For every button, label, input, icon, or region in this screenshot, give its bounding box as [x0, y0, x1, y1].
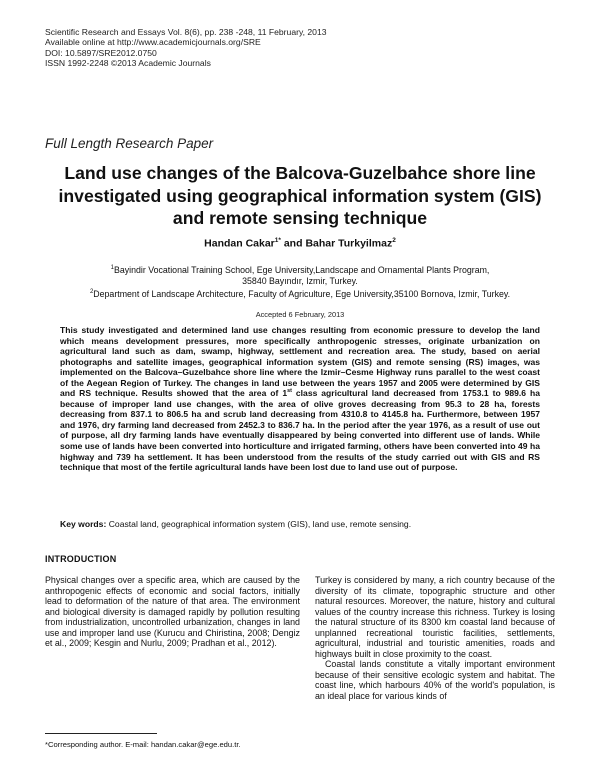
intro-paragraph-1: Physical changes over a specific area, which are caused by the anthropogenic effects of economic and social factors, initially lead to deformation of the nature of that area. The environment and biological diversity is damaged rapidly by pollution resulting from industrialization, uncontrolled urbanization, changes in land use and improper land use (Kurucu and Chiristina, 2008; Dengiz et al., 2009; Kesgin and Nurlu, 2009; Pradhan et al., 2012).: [45, 575, 300, 649]
abstract: [60, 325, 540, 473]
author-1: Handan Cakar: [204, 237, 275, 250]
journal-citation: Scientific Research and Essays Vol. 8(6), pp. 238 -248, 11 February, 2013: [45, 27, 327, 37]
affiliation-2: [45, 287, 555, 300]
abstract-part-2: class agricultural land decreased from 1753.1 to 989.6 ha because of improper land use changes, with the area of olive groves decreasing from 95.3 to 28 ha, forests decreasing from 837.1 to 806.5 ha and scrub land decreasing from 4310.8 to 4145.8 ha. Furthermore, between 1957 and 1976, dry farming land decreased from 2452.3 to 836.7 ha. In the period after the year 1976, as a result of use out of purpose, all dry farming lands have eventually disappeared by being converted into different use of lands. While some use of lands have been converted into horticulture and irrigated farming, others have been converted into 49 ha highway and 739 ha settlement. It has been understood from the results of the study carried out with GIS and RS technique that most of the fertile agricultural lands have been lost due to land use out of purpose.: [60, 388, 540, 473]
doi: DOI: 10.5897/SRE2012.0750: [45, 47, 157, 58]
keywords-label: Key words:: [60, 519, 107, 529]
affiliation-1-text: Bayindir Vocational Training School, Ege University,Landscape and Ornamental Plants Program,: [113, 264, 490, 275]
issn: ISSN 1992-2248 ©2013 Academic Journals: [45, 58, 211, 69]
corresponding-author-footnote: *Corresponding author. E-mail: handan.cakar@ege.edu.tr.: [45, 740, 241, 749]
affiliation-1-line2: 35840 Bayındır, Izmir, Turkey.: [242, 276, 358, 287]
keywords: [60, 519, 540, 529]
affiliation-2-text: Department of Landscape Architecture, Faculty of Agriculture, Ege University,35100 Bornova, Izmir, Turkey.: [93, 289, 511, 300]
footnote-divider: [45, 733, 157, 734]
journal-url: Available online at http://www.academicjournals.org/SRE: [45, 37, 261, 48]
affiliation-1-mark: 1: [110, 265, 114, 271]
authors: [45, 237, 555, 250]
affiliation-2-mark: 2: [89, 289, 94, 296]
author-2-mark: 2: [392, 237, 396, 244]
author-conjunction: and: [280, 237, 306, 250]
author-1-mark: 1*: [274, 237, 281, 244]
section-heading-introduction: INTRODUCTION: [45, 554, 117, 564]
intro-paragraph-3: Coastal lands constitute a vitally important environment because of their sensitive ecologic system and habitat. The coast line, which harbours 40% of the world's population, is an ideal place for various kinds of: [315, 659, 555, 702]
abstract-part-1: This study investigated and determined land use changes resulting from economic pressure to develop the land which means development pressures, more specifically anthropogenic stresses, originate urbanization on agricultural land such as dam, swamp, highway, settlement and recreation area. The study, based on aerial photographs and satellite images, geographical information system (GIS) and remote sensing (RS) images, was implemented on the Balcova–Guzelbahce shore line where the Izmir–Cesme Highway runs parallel to the west coast of the Aegean Region of Turkey. The changes in land use between the years 1957 and 2005 were determined by GIS and RS technique. Results showed that the area of 1: [60, 325, 540, 399]
paper-title: Land use changes of the Balcova-Guzelbahce shore line investigated using geographical information system (GIS) and remote sensing technique: [58, 163, 542, 228]
left-column: [45, 575, 300, 649]
accepted-date: Accepted 6 February, 2013: [255, 310, 345, 319]
affiliations: [45, 263, 555, 300]
keywords-text: Coastal land, geographical information system (GIS), land use, remote sensing.: [106, 519, 412, 529]
right-column: [315, 575, 555, 702]
author-2: Bahar Turkyilmaz: [305, 237, 393, 250]
intro-paragraph-2: Turkey is considered by many, a rich country because of the diversity of its climate, topographic structure and other natural resources. Moreover, the nature, history and cultural values of the country increase this richness. Turkey is losing the natural structure of its 8300 km coastal land because of unplanned recreational touristic facilities, settlements, agricultural, industrial and touristic amenities, roads and highways built in close proximity to the coast.: [315, 575, 555, 659]
abstract-superscript: st: [287, 388, 292, 395]
paper-type: Full Length Research Paper: [45, 136, 214, 151]
affiliation-1-line1: [45, 263, 555, 276]
journal-header: [45, 27, 327, 69]
